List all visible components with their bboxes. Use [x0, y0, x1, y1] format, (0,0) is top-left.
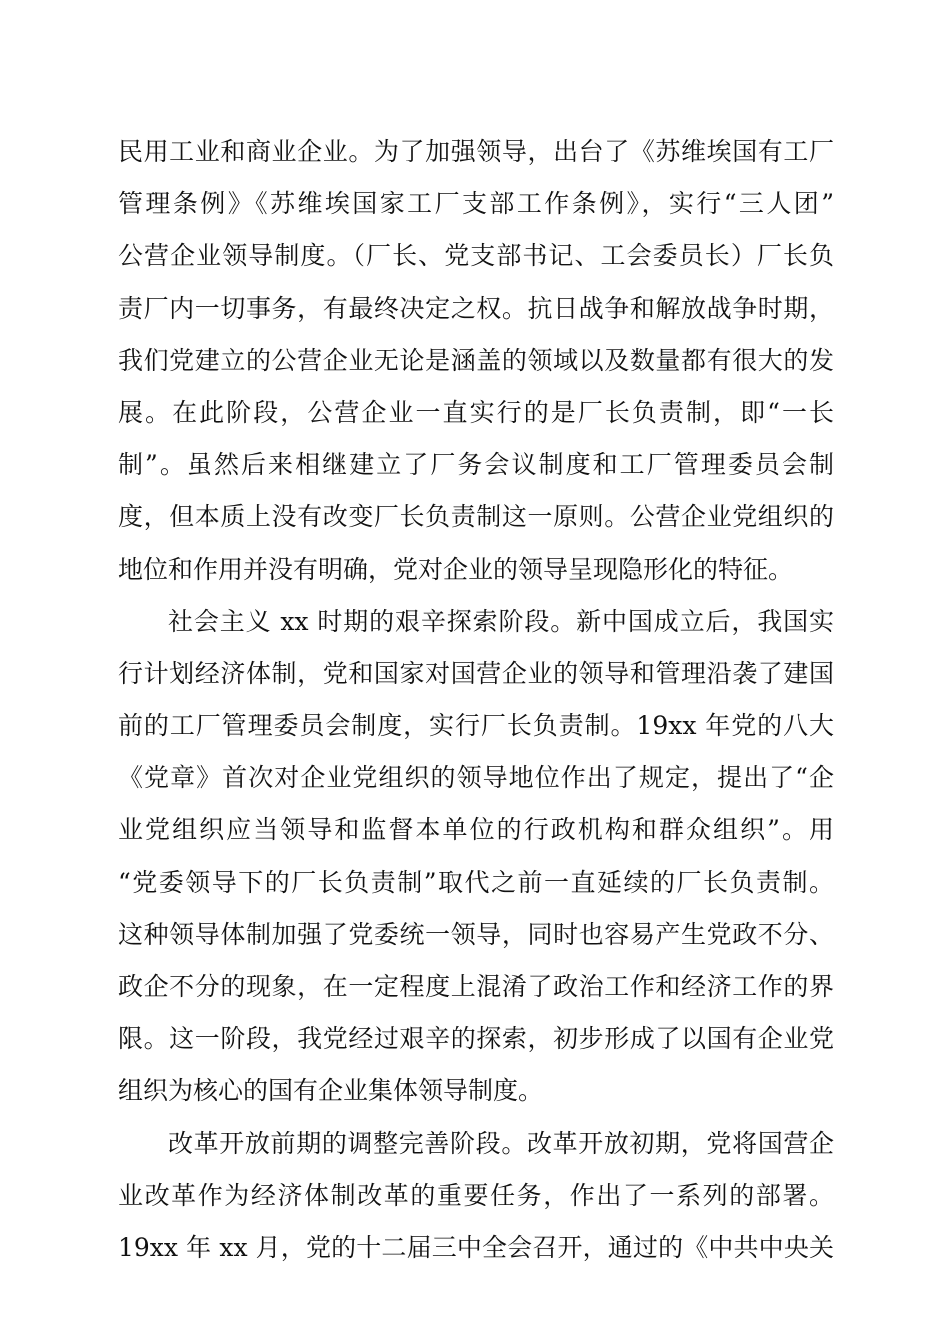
- text-line: 行计划经济体制，党和国家对国营企业的领导和管理沿袭了建国: [118, 658, 834, 688]
- paragraph-3: [118, 1118, 834, 1275]
- text-line: 19xx 年 xx 月，党的十二届三中全会召开，通过的《中共中央关: [118, 1232, 834, 1262]
- text-line: 前的工厂管理委员会制度，实行厂长负责制。19xx 年党的八大: [118, 711, 834, 741]
- text-line: 民用工业和商业企业。为了加强领导，出台了《苏维埃国有工厂: [118, 137, 834, 166]
- text-line: 公营企业领导制度。（厂长、党支部书记、工会委员长）厂长负: [118, 241, 834, 271]
- document-body: [118, 126, 834, 1274]
- text-line: 政企不分的现象，在一定程度上混淆了政治工作和经济工作的界: [118, 972, 834, 1001]
- text-line: 管理条例》《苏维埃国家工厂支部工作条例》，实行“三人团”: [118, 189, 834, 219]
- text-line: 改革开放前期的调整完善阶段。改革开放初期，党将国营企: [168, 1128, 834, 1158]
- text-line: 度，但本质上没有改变厂长负责制这一原则。公营企业党组织的: [118, 502, 834, 532]
- text-line: 责厂内一切事务，有最终决定之权。抗日战争和解放战争时期，: [118, 293, 834, 323]
- text-line: 社会主义 xx 时期的艰辛探索阶段。新中国成立后，我国实: [168, 606, 834, 636]
- text-line: 展。在此阶段，公营企业一直实行的是厂长负责制，即“一长: [118, 397, 834, 427]
- text-line: 地位和作用并没有明确，党对企业的领导呈现隐形化的特征。: [118, 554, 794, 584]
- text-line: 我们党建立的公营企业无论是涵盖的领域以及数量都有很大的发: [118, 345, 834, 375]
- paragraph-2: [118, 596, 834, 1118]
- text-line: 制”。虽然后来相继建立了厂务会议制度和工厂管理委员会制: [118, 450, 834, 480]
- text-line: 业党组织应当领导和监督本单位的行政机构和群众组织”。用: [118, 815, 834, 845]
- text-line: 这种领导体制加强了党委统一领导，同时也容易产生党政不分、: [118, 919, 834, 949]
- text-line: “党委领导下的厂长负责制”取代之前一直延续的厂长负责制。: [118, 867, 834, 897]
- text-line: 业改革作为经济体制改革的重要任务，作出了一系列的部署。: [118, 1180, 834, 1210]
- text-line: 限。这一阶段，我党经过艰辛的探索，初步形成了以国有企业党: [118, 1024, 834, 1054]
- text-line: 组织为核心的国有企业集体领导制度。: [118, 1076, 544, 1106]
- text-line: 《党章》首次对企业党组织的领导地位作出了规定，提出了“企: [118, 763, 834, 793]
- paragraph-1: [118, 126, 834, 596]
